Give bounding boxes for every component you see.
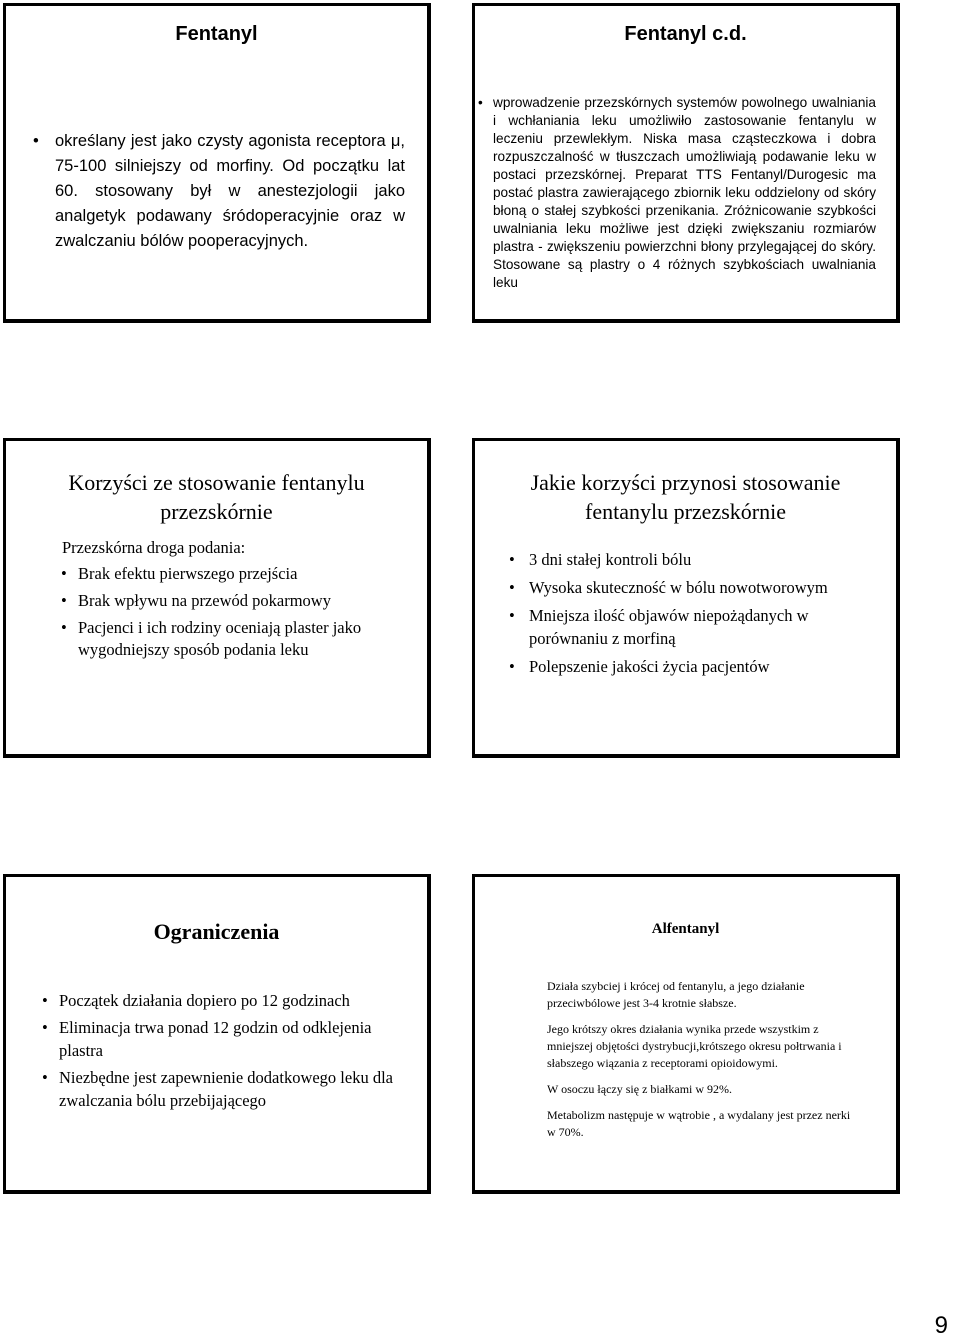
slide-title: Ograniczenia [153, 919, 280, 944]
list-item: • Eliminacja trwa ponad 12 godzin od odklejenia plastra [59, 1016, 407, 1062]
bullet-list [529, 548, 876, 683]
paragraph: Metabolizm następuje w wątrobie , a wydalany jest przez nerki w 70%. [547, 1108, 851, 1139]
list-item: • Początek działania dopiero po 12 godzinach [59, 989, 407, 1012]
slide-title: Korzyści ze stosowanie fentanylu przezskórnie [68, 470, 365, 524]
page-number: 9 [934, 1312, 948, 1339]
bullet-list [78, 563, 403, 666]
slide-title: Alfentanyl [651, 921, 720, 937]
list-item: • Niezbędne jest zapewnienie dodatkowego leku dla zwalczania bólu przebijającego [59, 1066, 407, 1112]
list-item: • Brak efektu pierwszego przejścia [78, 563, 403, 585]
slide-fentanyl [3, 3, 431, 323]
slide-body-text: • określany jest jako czysty agonista receptora μ, 75-100 silniejszy od morfiny. Od początku lat 60. stosowany był w anestezjologii jako analgetyk podawany śródoperacyjnie oraz w zwalczaniu bólów pooperacyjnych. [55, 129, 405, 254]
slide-jakie-korzysci [472, 438, 900, 758]
slide-intro: Przezskórna droga podania: [62, 538, 246, 557]
list-item: • Brak wpływu na przewód pokarmowy [78, 590, 403, 612]
list-item: • Polepszenie jakości życia pacjentów [529, 655, 876, 678]
paragraph: Jego krótszy okres działania wynika przede wszystkim z mniejszej objętości dystrybucji,krótszego okresu połtrwania i słabszego wiązania z receptorami opioidowymi. [547, 1022, 842, 1070]
list-item: • Pacjenci i ich rodziny oceniają plaster jako wygodniejszy sposób podania leku [78, 617, 403, 661]
slide-title: Jakie korzyści przynosi stosowanie fentanylu przezskórnie [530, 470, 841, 524]
slide-title: Fentanyl [175, 23, 258, 45]
slide-paragraphs [547, 978, 860, 1150]
paragraph: Działa szybciej i krócej od fentanylu, a jego działanie przeciwbólowe jest 3-4 krotnie słabsze. [547, 979, 805, 1010]
list-item: • Mniejsza ilość objawów niepożądanych w porównaniu z morfiną [529, 604, 876, 650]
slide-alfentanyl [472, 874, 900, 1194]
slide-ograniczenia [3, 874, 431, 1194]
slide-korzysci [3, 438, 431, 758]
slide-title: Fentanyl c.d. [624, 23, 747, 45]
list-item: • Wysoka skuteczność w bólu nowotworowym [529, 576, 876, 599]
bullet-list [59, 989, 407, 1116]
slide-body-text: • wprowadzenie przezskórnych systemów powolnego uwalniania i wchłaniania leku umożliwiło zastosowanie fentanylu w leczeniu przewlekłym. Niska masa cząsteczkowa i dobra rozpuszczalność w tłuszczach umożliwiają podawanie leku w postaci przezskórnej. Preparat TTS Fentanyl/Durogesic ma postać plastra zawierającego zbiornik leku oddzielony od skóry błoną o stałej szybkości przenikania. Zróżnicowanie szybkości uwalniania leku możliwe jest dzięki zwiększaniu rozmiarów plastra - zwiększeniu powierzchni błony przylegającej do skóry. Stosowane są plastry o 4 różnych szybkościach uwalniania leku [493, 94, 876, 292]
list-item: • 3 dni stałej kontroli bólu [529, 548, 876, 571]
slide-fentanyl-cd [472, 3, 900, 323]
paragraph: W osoczu łączy się z białkami w 92%. [547, 1082, 733, 1096]
